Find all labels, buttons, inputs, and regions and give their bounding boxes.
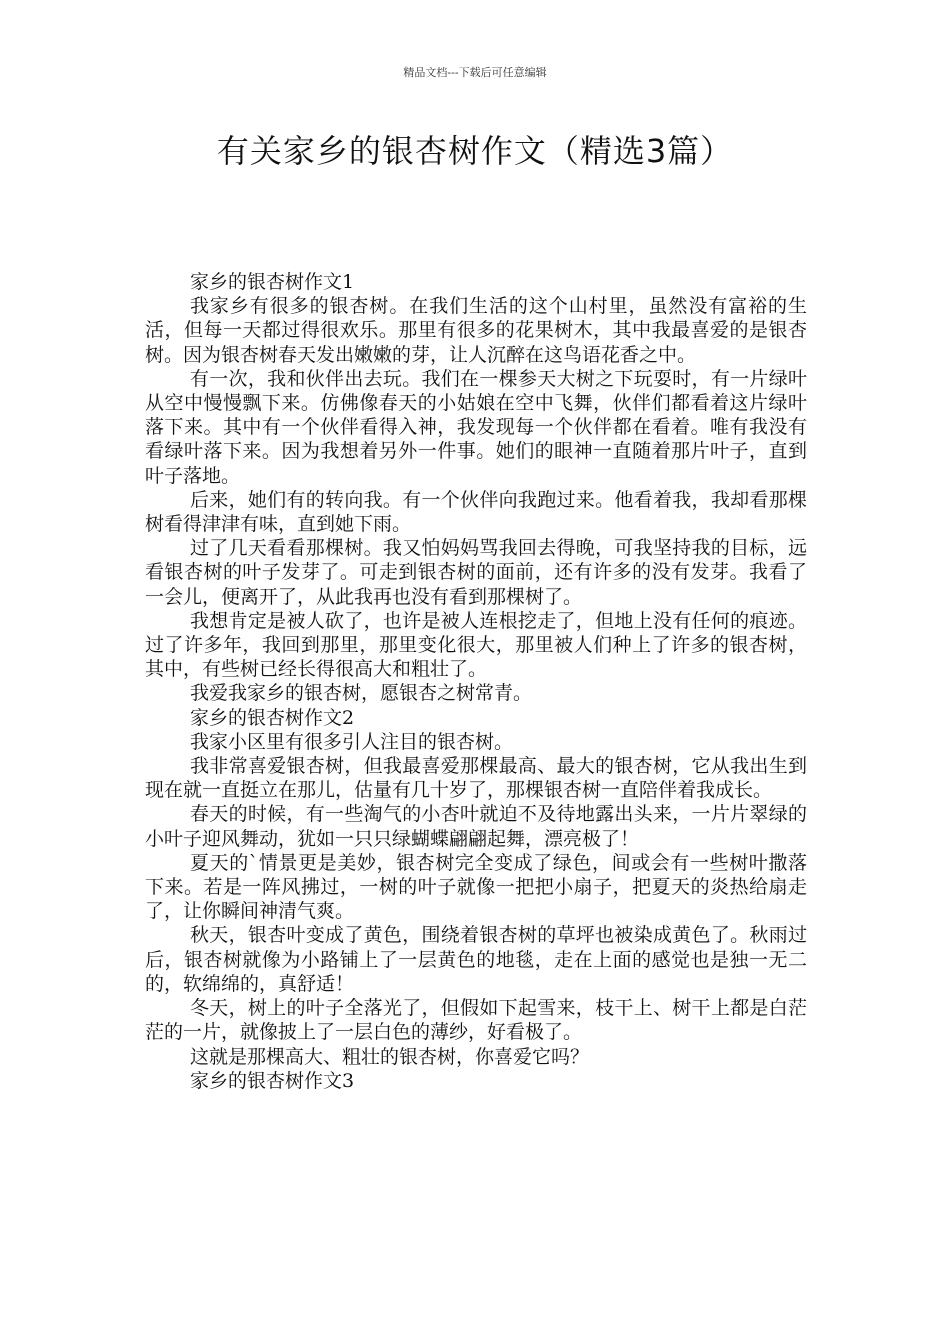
paragraph: 过了几天看看那棵树。我又怕妈妈骂我回去得晚，可我坚持我的目标，远看银杏树的叶子发芽了。可走到银杏树的面前，还有许多的没有发芽。我看了一会儿，便离开了，从此我再也没有看到那棵树了。 <box>145 537 807 608</box>
paragraph: 我家乡有很多的银杏树。在我们生活的这个山村里，虽然没有富裕的生活，但每一天都过得很欢乐。那里有很多的花果树木，其中我最喜爱的是银杏树。因为银杏树春天发出嫩嫩的芽，让人沉醉在这鸟语花香之中。 <box>145 295 807 366</box>
paragraph: 我想肯定是被人砍了，也许是被人连根挖走了，但地上没有任何的痕迹。过了许多年，我回到那里，那里变化很大，那里被人们种上了许多的银杏树，其中，有些树已经长得很高大和粗壮了。 <box>145 609 807 681</box>
paragraph: 春天的时候，有一些淘气的小杏叶就迫不及待地露出头来，一片片翠绿的小叶子迎风舞动，犹如一只只绿蝴蝶翩翩起舞，漂亮极了！ <box>145 803 807 850</box>
paragraph: 我非常喜爱银杏树，但我最喜爱那棵最高、最大的银杏树，它从我出生到现在就一直挺立在那儿，估量有几十岁了，那棵银杏树一直陪伴着我成长。 <box>145 755 807 802</box>
paragraph: 冬天，树上的叶子全落光了，但假如下起雪来，枝干上、树干上都是白茫茫的一片，就像披上了一层白色的薄纱，好看极了。 <box>145 997 807 1044</box>
section-heading-3: 家乡的银杏树作文3 <box>190 1069 355 1092</box>
paragraph: 我家小区里有很多引人注目的银杏树。 <box>190 730 514 753</box>
paragraph: 这就是那棵高大、粗壮的银杏树，你喜爱它吗？ <box>190 1045 590 1068</box>
paragraph: 我爱我家乡的银杏树，愿银杏之树常青。 <box>190 682 533 705</box>
header-note: 精品文档---下载后可任意编辑 <box>403 66 547 79</box>
paragraph: 后来，她们有的转向我。有一个伙伴向我跑过来。他看着我，我却看那棵树看得津津有味，直到她下雨。 <box>145 488 807 536</box>
section-heading-2: 家乡的银杏树作文2 <box>190 706 355 729</box>
paragraph: 有一次，我和伙伴出去玩。我们在一棵参天大树之下玩耍时，有一片绿叶从空中慢慢飘下来。仿佛像春天的小姑娘在空中飞舞，伙伴们都看着这片绿叶落下来。其中有一个伙伴看得入神，我发现每一个伙伴都在看着。唯有我没有看绿叶落下来。因为我想着另外一件事。她们的眼神一直随着那片叶子，直到叶子落地。 <box>145 367 807 487</box>
document-body <box>145 270 807 1093</box>
document-title: 有关家乡的银杏树作文（精选3篇） <box>216 132 734 170</box>
paragraph: 夏天的`情景更是美妙，银杏树完全变成了绿色，间或会有一些树叶撒落下来。若是一阵风拂过，一树的叶子就像一把把小扇子，把夏天的炎热给扇走了，让你瞬间神清气爽。 <box>145 851 807 923</box>
section-heading-1: 家乡的银杏树作文1 <box>190 271 355 293</box>
paragraph: 秋天，银杏叶变成了黄色，围绕着银杏树的草坪也被染成黄色了。秋雨过后，银杏树就像为小路铺上了一层黄色的地毯，走在上面的感觉也是独一无二的，软绵绵的，真舒适！ <box>145 924 807 995</box>
